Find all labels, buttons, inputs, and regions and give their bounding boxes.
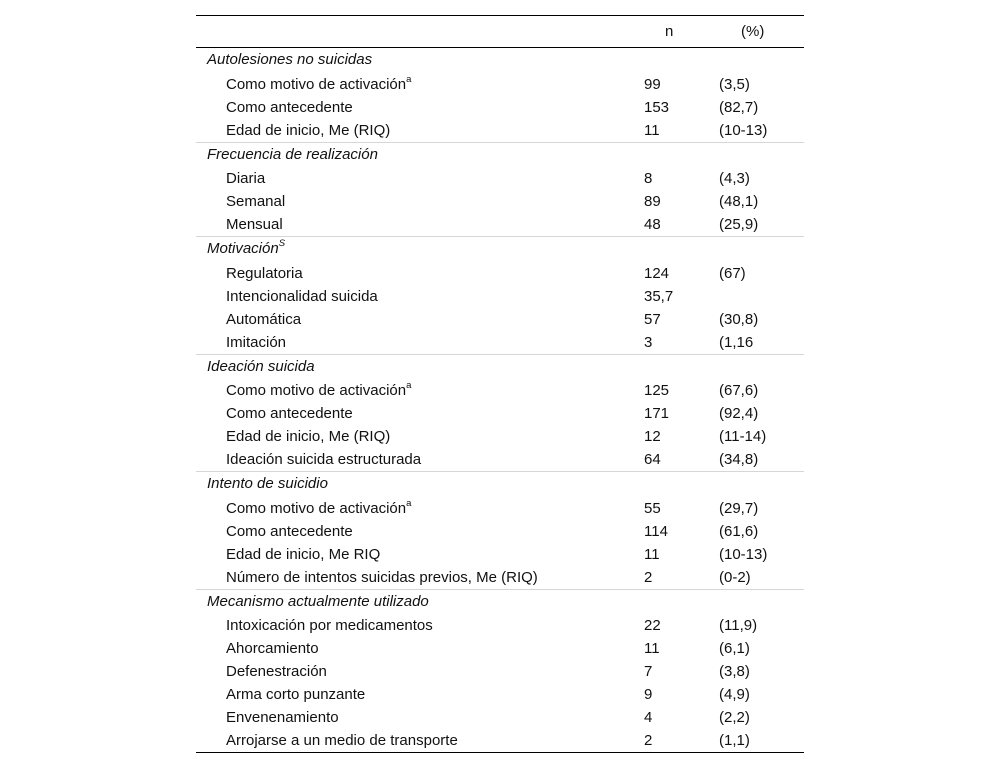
section-pct-empty — [719, 48, 804, 73]
section-title-text: Motivación — [207, 240, 279, 257]
row-label-text: Imitación — [226, 333, 287, 351]
row-n-value: 35,7 — [644, 287, 674, 305]
row-pct-value: (3,5) — [719, 75, 750, 93]
row-label-text: Envenenamiento — [226, 709, 339, 726]
row-label — [196, 119, 644, 143]
table-row — [196, 543, 804, 566]
row-label-text: Como motivo de activación — [226, 75, 407, 93]
section-pct-empty — [719, 237, 804, 262]
row-n-value: 125 — [644, 382, 670, 399]
row-pct-value: (11-14) — [719, 428, 767, 445]
header-row — [196, 16, 804, 48]
row-n-value: 2 — [644, 568, 653, 586]
row-label — [196, 379, 644, 402]
row-label — [196, 543, 644, 566]
row-n-value: 48 — [644, 216, 661, 233]
row-label-text: Como antecedente — [226, 405, 353, 422]
row-n-value: 57 — [644, 310, 661, 328]
table-row — [196, 497, 804, 520]
section-n-empty — [644, 472, 719, 497]
row-label-text: Como motivo de activación — [226, 382, 407, 399]
row-label — [196, 96, 644, 119]
row-label-text: Edad de inicio, Me (RIQ) — [226, 121, 391, 139]
section-row — [196, 237, 804, 262]
section-row — [196, 472, 804, 497]
table-row — [196, 119, 804, 143]
section-title-text: Autolesiones no suicidas — [207, 51, 373, 68]
header-label-cell — [196, 16, 644, 48]
row-n-value: 7 — [644, 663, 653, 680]
row-label-text: Intoxicación por medicamentos — [226, 617, 433, 634]
row-label — [196, 566, 644, 590]
table-row — [196, 660, 804, 683]
row-n-value: 9 — [644, 686, 653, 703]
row-pct-value: (25,9) — [719, 216, 759, 233]
section-title — [196, 472, 644, 497]
row-label-text: Como antecedente — [226, 522, 353, 540]
row-footnote-marker: a — [406, 380, 412, 391]
section-pct-empty — [719, 472, 804, 497]
row-pct-value: (0-2) — [719, 568, 751, 586]
row-pct-value: (4,9) — [719, 686, 750, 703]
row-label-text: Defenestración — [226, 663, 327, 680]
row-label — [196, 213, 644, 237]
row-label — [196, 520, 644, 543]
table-row — [196, 520, 804, 543]
section-title — [196, 48, 644, 73]
row-label — [196, 285, 644, 308]
row-footnote-marker: a — [406, 497, 412, 509]
row-n-value: 22 — [644, 617, 661, 634]
row-pct-value: (82,7) — [719, 98, 759, 116]
header-n: n — [644, 16, 719, 48]
section-title-text: Mecanismo actualmente utilizado — [207, 592, 429, 610]
row-n-value: 55 — [644, 499, 661, 517]
section-title-text: Frecuencia de realización — [207, 145, 378, 163]
row-n-value: 171 — [644, 405, 670, 422]
row-label — [196, 331, 644, 355]
row-label — [196, 425, 644, 448]
table-row — [196, 706, 804, 729]
table-row — [196, 448, 804, 472]
row-pct-value: (48,1) — [719, 193, 759, 210]
row-label-text: Como antecedente — [226, 98, 353, 116]
row-label — [196, 706, 644, 729]
row-label-text: Arrojarse a un medio de transporte — [226, 732, 458, 749]
row-label-text: Edad de inicio, Me (RIQ) — [226, 428, 391, 445]
section-n-empty — [644, 354, 719, 379]
section-title-text: Intento de suicidio — [207, 475, 328, 492]
data-table — [196, 15, 804, 753]
row-pct-value: (92,4) — [719, 405, 759, 422]
section-footnote-marker: S — [278, 238, 286, 249]
table-row — [196, 73, 804, 96]
row-label-text: Como motivo de activación — [226, 499, 407, 517]
section-title — [196, 589, 644, 614]
table-row — [196, 379, 804, 402]
row-pct-value: (10-13) — [719, 545, 768, 563]
table-row — [196, 285, 804, 308]
table-row — [196, 308, 804, 331]
row-label — [196, 614, 644, 637]
row-pct-value: (1,16 — [719, 333, 754, 351]
table-row — [196, 683, 804, 706]
row-label-text: Ahorcamiento — [226, 640, 319, 657]
data-table-container — [196, 15, 804, 753]
section-n-empty — [644, 589, 719, 614]
row-n-value: 114 — [644, 522, 668, 540]
table-row — [196, 566, 804, 590]
row-n-value: 4 — [644, 709, 653, 726]
row-label — [196, 497, 644, 520]
section-n-empty — [644, 48, 719, 73]
row-label — [196, 190, 644, 213]
table-header — [196, 16, 804, 48]
row-pct-value: (11,9) — [719, 617, 758, 634]
table-row — [196, 614, 804, 637]
row-label-text: Edad de inicio, Me RIQ — [226, 545, 381, 563]
row-label — [196, 448, 644, 472]
row-n-value: 89 — [644, 193, 661, 210]
row-label — [196, 402, 644, 425]
row-label — [196, 308, 644, 331]
row-n-value: 11 — [644, 545, 660, 563]
row-pct-value — [719, 285, 804, 308]
section-n-empty — [644, 237, 719, 262]
row-n-value: 2 — [644, 729, 719, 753]
header-pct: (%) — [719, 16, 804, 48]
row-n-value: 8 — [644, 170, 653, 187]
row-label — [196, 729, 644, 753]
table-row — [196, 96, 804, 119]
section-n-empty — [644, 142, 719, 167]
row-label-text: Arma corto punzante — [226, 686, 366, 703]
row-label-text: Regulatoria — [226, 264, 303, 282]
table-row — [196, 402, 804, 425]
row-label — [196, 73, 644, 96]
row-label-text: Automática — [226, 310, 302, 328]
row-pct-value: (4,3) — [719, 170, 750, 187]
row-label-text: Ideación suicida estructurada — [226, 451, 422, 468]
section-title-text: Ideación suicida — [207, 357, 315, 375]
section-row — [196, 589, 804, 614]
row-n-value: 64 — [644, 451, 661, 468]
section-row — [196, 354, 804, 379]
section-title — [196, 237, 644, 262]
table-row — [196, 262, 804, 285]
row-n-value: 12 — [644, 428, 661, 445]
row-label-text: Intencionalidad suicida — [226, 287, 378, 305]
row-label — [196, 660, 644, 683]
section-pct-empty — [719, 589, 804, 614]
row-pct-value: (67) — [719, 264, 746, 282]
section-pct-empty — [719, 354, 804, 379]
row-pct-value: (1,1) — [719, 729, 804, 753]
row-label-text: Semanal — [226, 193, 286, 210]
section-row — [196, 48, 804, 73]
row-n-value: 153 — [644, 98, 670, 116]
table-body — [196, 48, 804, 753]
row-pct-value: (67,6) — [719, 382, 759, 399]
row-label-text: Mensual — [226, 216, 283, 233]
table-row — [196, 213, 804, 237]
table-row — [196, 331, 804, 355]
row-pct-value: (30,8) — [719, 310, 759, 328]
row-pct-value: (2,2) — [719, 709, 750, 726]
row-footnote-marker: a — [406, 73, 412, 85]
section-title — [196, 142, 644, 167]
row-label — [196, 262, 644, 285]
table-row — [196, 425, 804, 448]
row-label — [196, 637, 644, 660]
row-label-text: Número de intentos suicidas previos, Me (RIQ) — [226, 568, 538, 586]
row-n-value: 11 — [644, 640, 660, 657]
table-row — [196, 729, 804, 753]
row-label — [196, 167, 644, 190]
table-row — [196, 167, 804, 190]
row-n-value: 3 — [644, 333, 653, 351]
row-pct-value: (3,8) — [719, 663, 750, 680]
row-n-value: 99 — [644, 75, 661, 93]
table-row — [196, 637, 804, 660]
row-pct-value: (34,8) — [719, 451, 759, 468]
row-n-value: 124 — [644, 264, 670, 282]
table-row — [196, 190, 804, 213]
section-row — [196, 142, 804, 167]
row-pct-value: (61,6) — [719, 522, 759, 540]
row-label-text: Diaria — [226, 170, 266, 187]
row-n-value: 11 — [644, 121, 660, 139]
section-title — [196, 354, 644, 379]
row-label — [196, 683, 644, 706]
row-pct-value: (29,7) — [719, 499, 759, 517]
row-pct-value: (6,1) — [719, 640, 750, 657]
row-pct-value: (10-13) — [719, 121, 768, 139]
section-pct-empty — [719, 142, 804, 167]
